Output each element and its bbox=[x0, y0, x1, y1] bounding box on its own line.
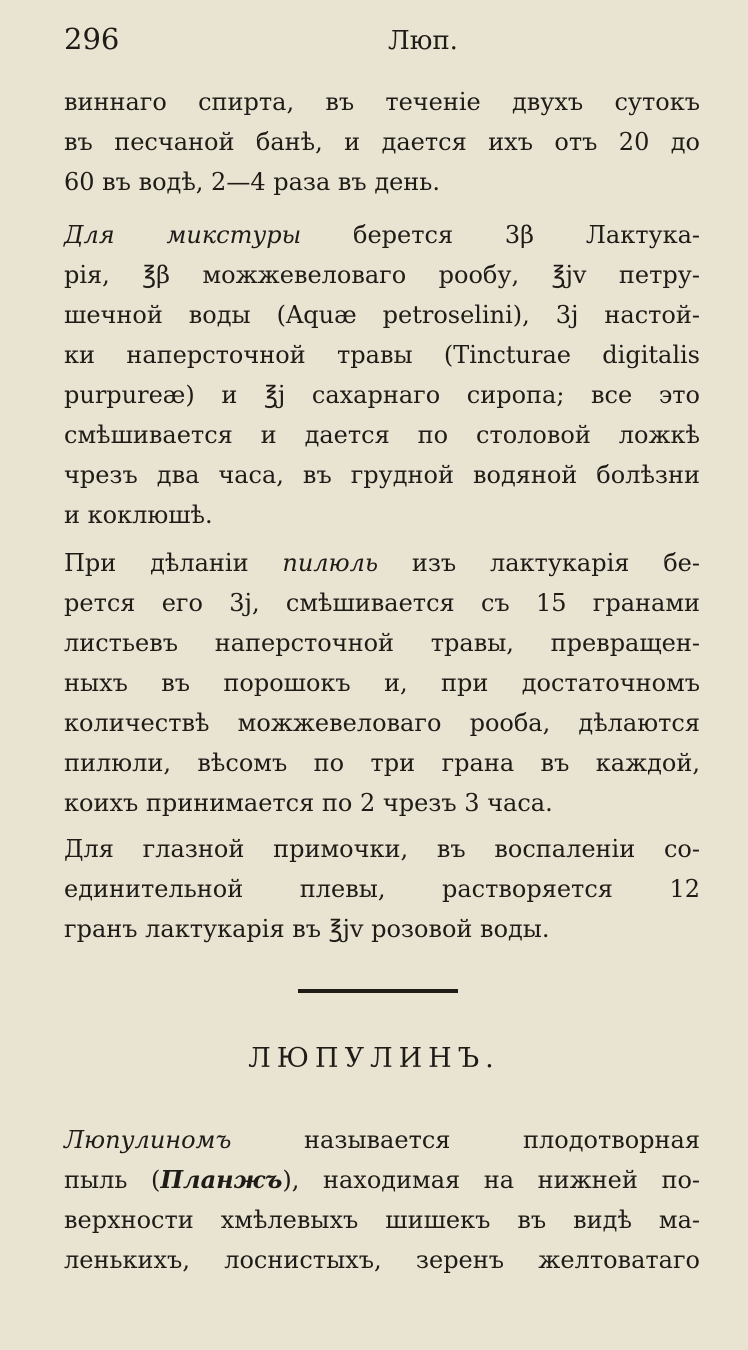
text-line: ки наперсточной травы (Tincturae digitalis bbox=[64, 341, 700, 369]
emphasis-text: Люпулиномъ bbox=[64, 1126, 232, 1154]
text-line: ныхъ въ порошокъ и, при достаточномъ bbox=[64, 669, 700, 697]
text-line bbox=[64, 1160, 700, 1200]
text-line: единительной плевы, растворяется 12 bbox=[64, 875, 700, 903]
text-line: въ песчаной банѣ, и дается ихъ отъ 20 до bbox=[64, 128, 700, 156]
section-title: ЛЮПУЛИНЪ. bbox=[248, 1043, 500, 1074]
text-span: ), находимая на нижней по- bbox=[282, 1166, 700, 1194]
text-line: пилюли, вѣсомъ по три грана въ каждой, bbox=[64, 749, 700, 777]
text-line: Для глазной примочки, въ воспаленіи со- bbox=[64, 835, 700, 863]
text-line: рется его 3j, смѣшивается съ 15 гранами bbox=[64, 589, 700, 617]
emphasis-text: Для микстуры bbox=[64, 221, 302, 249]
page-header bbox=[64, 22, 684, 62]
text-span: называется плодотворная bbox=[231, 1126, 700, 1154]
text-line: purpureæ) и ℥j сахарнаго сиропа; все это bbox=[64, 381, 700, 409]
text-line: 60 въ водѣ, 2—4 раза въ день. bbox=[64, 168, 440, 196]
text-line: коихъ принимается по 2 чрезъ 3 часа. bbox=[64, 789, 553, 817]
running-head: Люп. bbox=[388, 26, 458, 56]
text-line: шечной воды (Aquæ petroselini), 3j настой- bbox=[64, 301, 700, 329]
text-line bbox=[64, 1120, 700, 1160]
emphasis-text: Планжъ bbox=[160, 1165, 283, 1194]
text-line: чрезъ два часа, въ грудной водяной болѣзни bbox=[64, 461, 700, 489]
text-line: листьевъ наперсточной травы, превращен- bbox=[64, 629, 700, 657]
emphasis-text: пилюль bbox=[282, 549, 379, 577]
section-divider bbox=[298, 989, 458, 993]
text-line: смѣшивается и дается по столовой ложкѣ bbox=[64, 421, 700, 449]
text-line bbox=[64, 543, 700, 583]
text-line: и коклюшѣ. bbox=[64, 501, 213, 529]
text-line: количествѣ можжевеловаго рооба, дѣлаются bbox=[64, 709, 700, 737]
text-span: При дѣланіи bbox=[64, 549, 283, 577]
text-line: верхности хмѣлевыхъ шишекъ въ видѣ ма- bbox=[64, 1206, 700, 1234]
text-span: изъ лактукарія бе- bbox=[378, 549, 700, 577]
text-line: ленькихъ, лоснистыхъ, зеренъ желтоватаго bbox=[64, 1246, 700, 1274]
text-line bbox=[64, 215, 700, 255]
text-span: пыль ( bbox=[64, 1166, 161, 1194]
text-line: виннаго спирта, въ теченіе двухъ сутокъ bbox=[64, 88, 700, 116]
page-number: 296 bbox=[64, 22, 120, 56]
text-line: рія, ℥β можжевеловаго рообу, ℥jv петру- bbox=[64, 261, 700, 289]
text-line: гранъ лактукарія въ ℥jv розовой воды. bbox=[64, 915, 550, 943]
text-span: берется 3β Лактука- bbox=[301, 221, 701, 249]
